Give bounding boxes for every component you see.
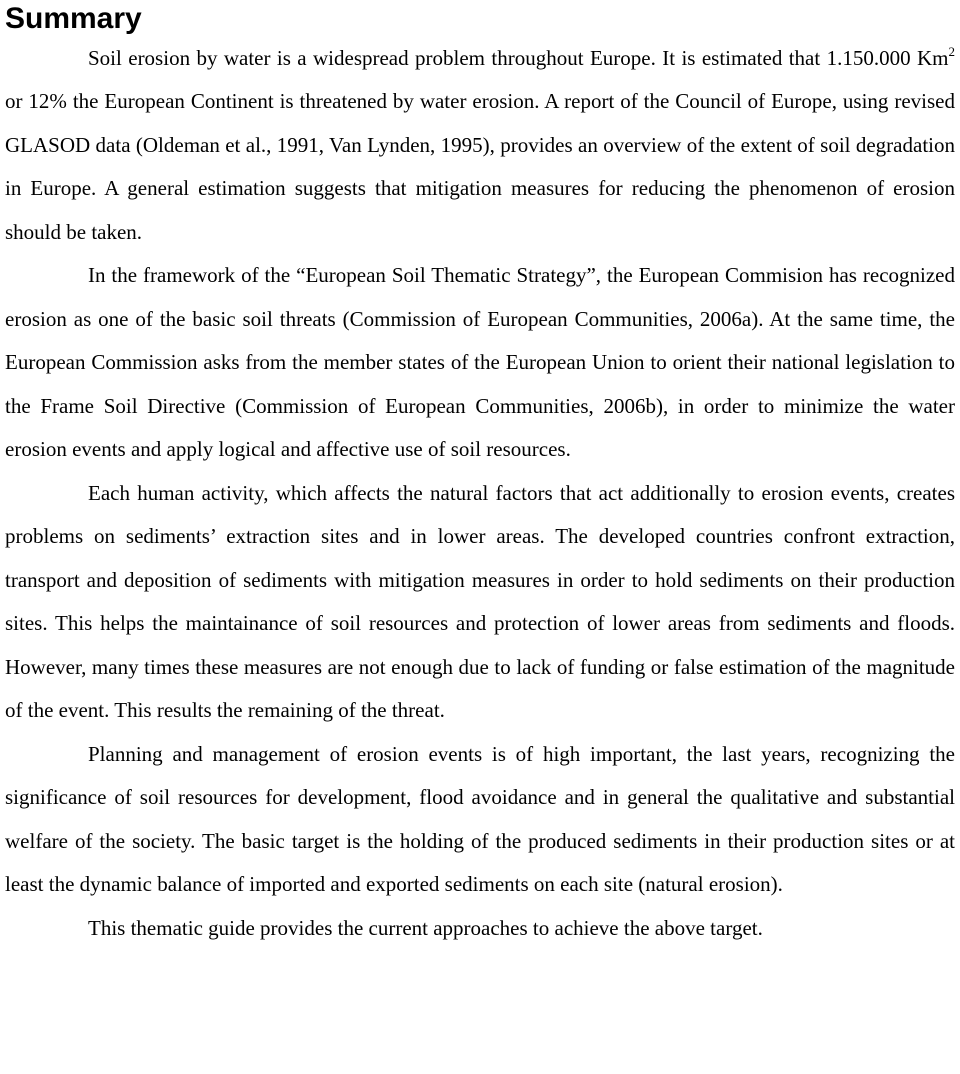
paragraph-1-text-end: or 12% the European Continent is threatened by water erosion. A report of the Council of Europe, using revised GLASOD data (Oldeman et al., 1991, Van Lynden, 1995), provides an overview of the extent of soil degradation in Europe. A general estimation suggests that mitigation measures for reducing the phenomenon of erosion should be taken. xyxy=(5,89,955,244)
summary-paragraph-2: In the framework of the “European Soil Thematic Strategy”, the European Commision has recognized erosion as one of the basic soil threats (Commission of European Communities, 2006a). At the same time, the European Commission asks from the member states of the European Union to orient their national legislation to the Frame Soil Directive (Commission of European Communities, 2006b), in order to minimize the water erosion events and apply logical and affective use of soil resources. xyxy=(5,263,955,461)
document-page xyxy=(5,0,955,950)
summary-paragraph-1 xyxy=(5,37,955,255)
section-heading: Summary xyxy=(5,2,142,35)
summary-paragraph-5: This thematic guide provides the current approaches to achieve the above target. xyxy=(88,915,763,940)
summary-paragraph-3: Each human activity, which affects the natural factors that act additionally to erosion events, creates problems on sediments’ extraction sites and in lower areas. The developed countries confront extraction, transport and deposition of sediments with mitigation measures in order to hold sediments on their production sites. This helps the maintainance of soil resources and protection of lower areas from sediments and floods. However, many times these measures are not enough due to lack of funding or false estimation of the magnitude of the event. This results the remaining of the threat. xyxy=(5,480,955,722)
summary-paragraph-4: Planning and management of erosion events is of high important, the last years, recognizing the significance of soil resources for development, flood avoidance and in general the qualitative and substantial welfare of the society. The basic target is the holding of the produced sediments in their production sites or at least the dynamic balance of imported and exported sediments on each site (natural erosion). xyxy=(5,741,955,896)
superscript-exponent: 2 xyxy=(948,43,955,59)
paragraph-1-text-start: Soil erosion by water is a widespread problem throughout Europe. It is estimated that 1.150.000 Km xyxy=(88,45,949,70)
